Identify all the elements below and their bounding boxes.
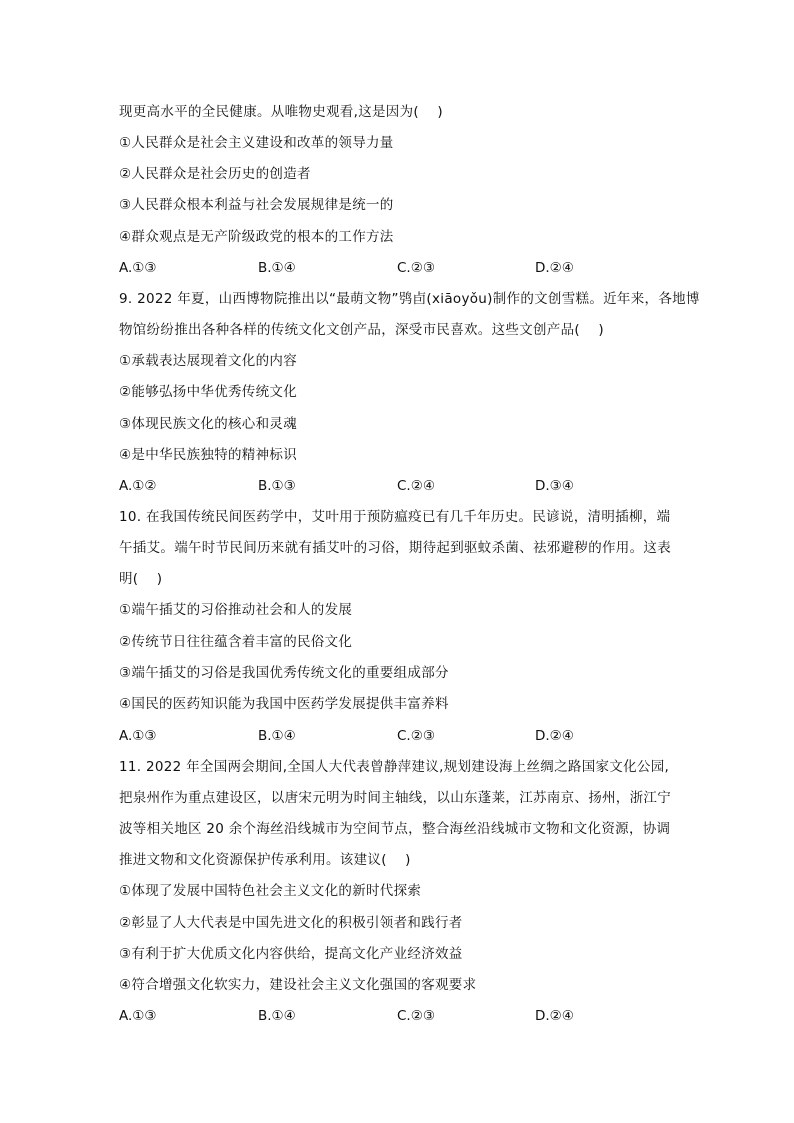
statement-4: ④符合增强文化软实力，建设社会主义文化强国的客观要求 <box>119 977 477 993</box>
statement-1: ①体现了发展中国特色社会主义文化的新时代探索 <box>119 883 422 899</box>
question-11-stem-line-1: 11. 2022 年全国两会期间,全国人大代表曾静萍建议,规划建设海上丝绸之路国家文化公园, <box>119 759 670 775</box>
question-9-stem-line-2: 物馆纷纷推出各种各样的传统文化文创产品，深受市民喜欢。这些文创产品( ) <box>119 322 604 338</box>
statement-2: ②能够弘扬中华优秀传统文化 <box>119 384 298 400</box>
option-a[interactable]: A.①② <box>119 478 157 494</box>
statement-1: ①人民群众是社会主义建设和改革的领导力量 <box>119 135 394 151</box>
option-d[interactable]: D.②④ <box>535 260 574 276</box>
statement-1: ①承载表达展现着文化的内容 <box>119 353 298 369</box>
option-a[interactable]: A.①③ <box>119 1008 157 1024</box>
question-11-stem-line-4: 推进文物和文化资源保护传承利用。该建议( ) <box>119 852 411 868</box>
statement-1: ①端午插艾的习俗推动社会和人的发展 <box>119 602 353 618</box>
question-11-stem-line-2: 把泉州作为重点建设区，以唐宋元明为时间主轴线，以山东蓬莱，江苏南京、扬州，浙江宁 <box>119 790 671 806</box>
option-c[interactable]: C.②③ <box>397 260 435 276</box>
option-c[interactable]: C.②③ <box>397 728 435 744</box>
question-10-stem-line-3: 明( ) <box>119 571 163 587</box>
option-a[interactable]: A.①③ <box>119 260 157 276</box>
option-d[interactable]: D.②④ <box>535 1008 574 1024</box>
question-10-stem-line-2: 午插艾。端午时节民间历来就有插艾叶的习俗，期待起到驱蚊杀菌、祛邪避秽的作用。这表 <box>119 540 671 556</box>
statement-3: ③有利于扩大优质文化内容供给，提高文化产业经济效益 <box>119 946 463 962</box>
option-d[interactable]: D.③④ <box>535 478 574 494</box>
statement-2: ②传统节日往往蕴含着丰富的民俗文化 <box>119 634 353 650</box>
question-8-stem: 现更高水平的全民健康。从唯物史观看,这是因为( ) <box>119 104 443 120</box>
option-b[interactable]: B.①④ <box>258 260 296 276</box>
statement-2: ②人民群众是社会历史的创造者 <box>119 166 311 182</box>
option-b[interactable]: B.①④ <box>258 728 296 744</box>
question-9-stem-line-1: 9. 2022 年夏，山西博物院推出以“最萌文物”鸮卣(xiāoyǒu)制作的文创雪糕。近年来，各地博 <box>119 291 700 307</box>
statement-3: ③体现民族文化的核心和灵魂 <box>119 416 298 432</box>
statement-4: ④国民的医药知识能为我国中医药学发展提供丰富养料 <box>119 696 449 712</box>
statement-4: ④是中华民族独特的精神标识 <box>119 447 298 463</box>
option-d[interactable]: D.②④ <box>535 728 574 744</box>
question-10-stem-line-1: 10. 在我国传统民间医药学中，艾叶用于预防瘟疫已有几千年历史。民谚说，清明插柳，端 <box>119 509 671 525</box>
option-b[interactable]: B.①④ <box>258 1008 296 1024</box>
statement-2: ②彰显了人大代表是中国先进文化的积极引领者和践行者 <box>119 915 463 931</box>
option-c[interactable]: C.②③ <box>397 1008 435 1024</box>
statement-3: ③端午插艾的习俗是我国优秀传统文化的重要组成部分 <box>119 665 449 681</box>
question-11-stem-line-3: 波等相关地区 20 余个海丝沿线城市为空间节点，整合海丝沿线城市文物和文化资源，协调 <box>119 821 671 837</box>
option-c[interactable]: C.②④ <box>397 478 435 494</box>
statement-3: ③人民群众根本利益与社会发展规律是统一的 <box>119 197 394 213</box>
statement-4: ④群众观点是无产阶级政党的根本的工作方法 <box>119 229 394 245</box>
option-a[interactable]: A.①③ <box>119 728 157 744</box>
option-b[interactable]: B.①③ <box>258 478 296 494</box>
